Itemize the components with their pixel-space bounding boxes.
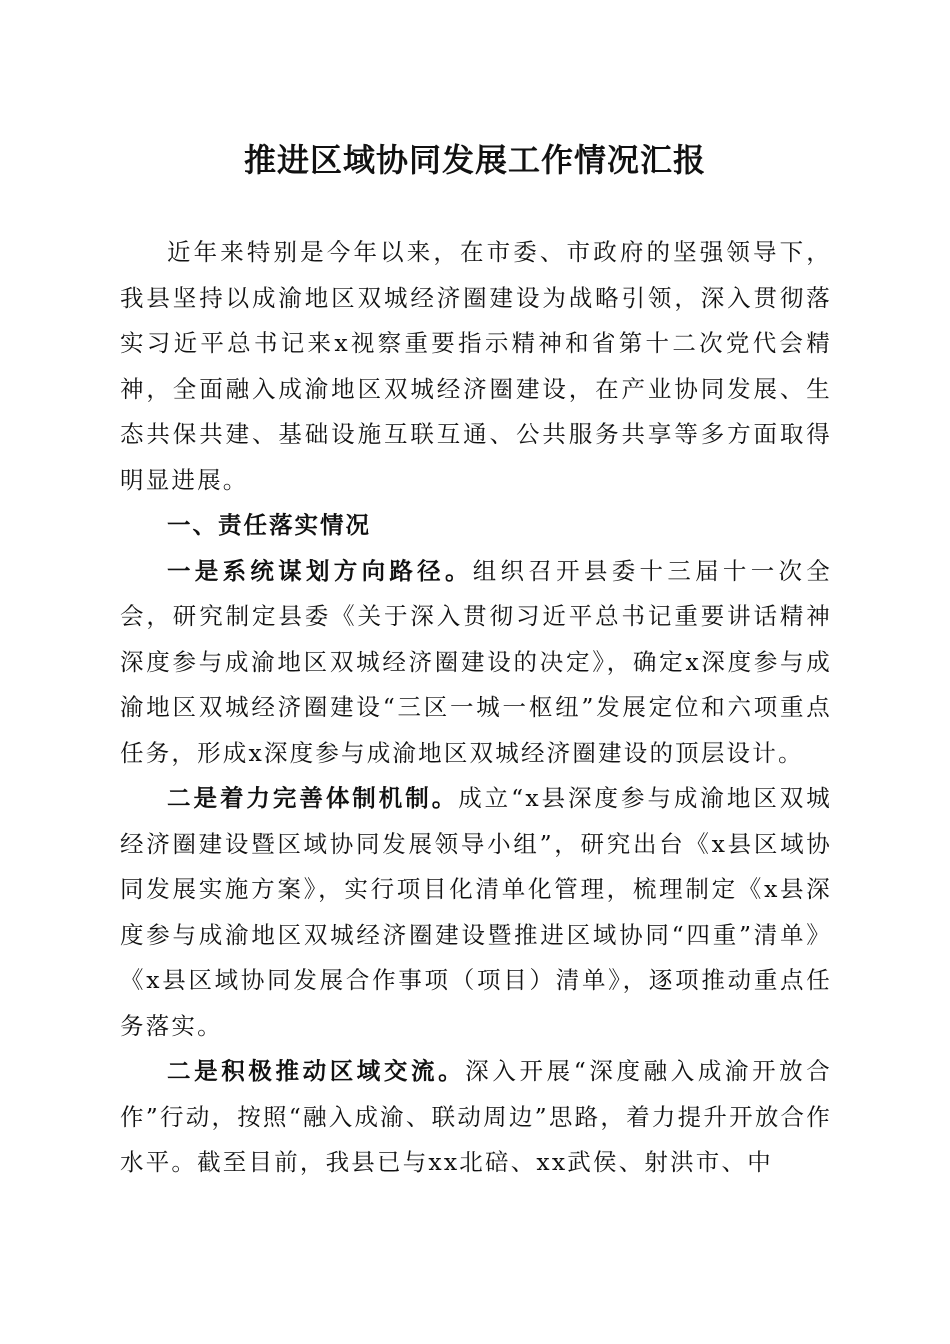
item-1-text: 组织召开县委十三届十一次全会，研究制定县委《关于深入贯彻习近平总书记重要讲话精神深度参与成渝地区双城经济圈建设的决定》，确定x深度参与成渝地区双城经济圈建设“三区一城一枢纽”发展定位和六项重点任务，形成x深度参与成渝地区双城经济圈建设的顶层设计。: [120, 556, 832, 767]
paragraph-item-1: [120, 549, 832, 777]
item-2-lead: 二是着力完善体制机制。: [167, 784, 459, 812]
item-2-text: 成立“x县深度参与成渝地区双城经济圈建设暨区域协同发展领导小组”，研究出台《x县区域协同发展实施方案》，实行项目化清单化管理，梳理制定《x县深度参与成渝地区双城经济圈建设暨推进区域协同“四重”清单》《x县区域协同发展合作事项（项目）清单》，逐项推动重点任务落实。: [120, 784, 832, 1040]
document-title: 推进区域协同发展工作情况汇报: [243, 141, 706, 179]
paragraph-item-3: [120, 1049, 832, 1186]
intro-paragraph: 近年来特别是今年以来，在市委、市政府的坚强领导下，我县坚持以成渝地区双城经济圈建设为战略引领，深入贯彻落实习近平总书记来x视察重要指示精神和省第十二次党代会精神，全面融入成渝地区双城经济圈建设，在产业协同发展、生态共保共建、基础设施互联互通、公共服务共享等多方面取得明显进展。: [120, 238, 832, 494]
document-body: [120, 230, 832, 1186]
paragraph-item-2: [120, 776, 832, 1049]
item-1-lead: 一是系统谋划方向路径。: [167, 556, 473, 585]
item-3-lead: 二是积极推动区域交流。: [167, 1057, 466, 1085]
item-3-text: 深入开展“深度融入成渝开放合作”行动，按照“融入成渝、联动周边”思路，着力提升开放合作水平。截至目前，我县已与xx北碚、xx武侯、射洪市、中: [120, 1057, 832, 1176]
section-heading-responsibility: 一、责任落实情况: [167, 511, 371, 539]
